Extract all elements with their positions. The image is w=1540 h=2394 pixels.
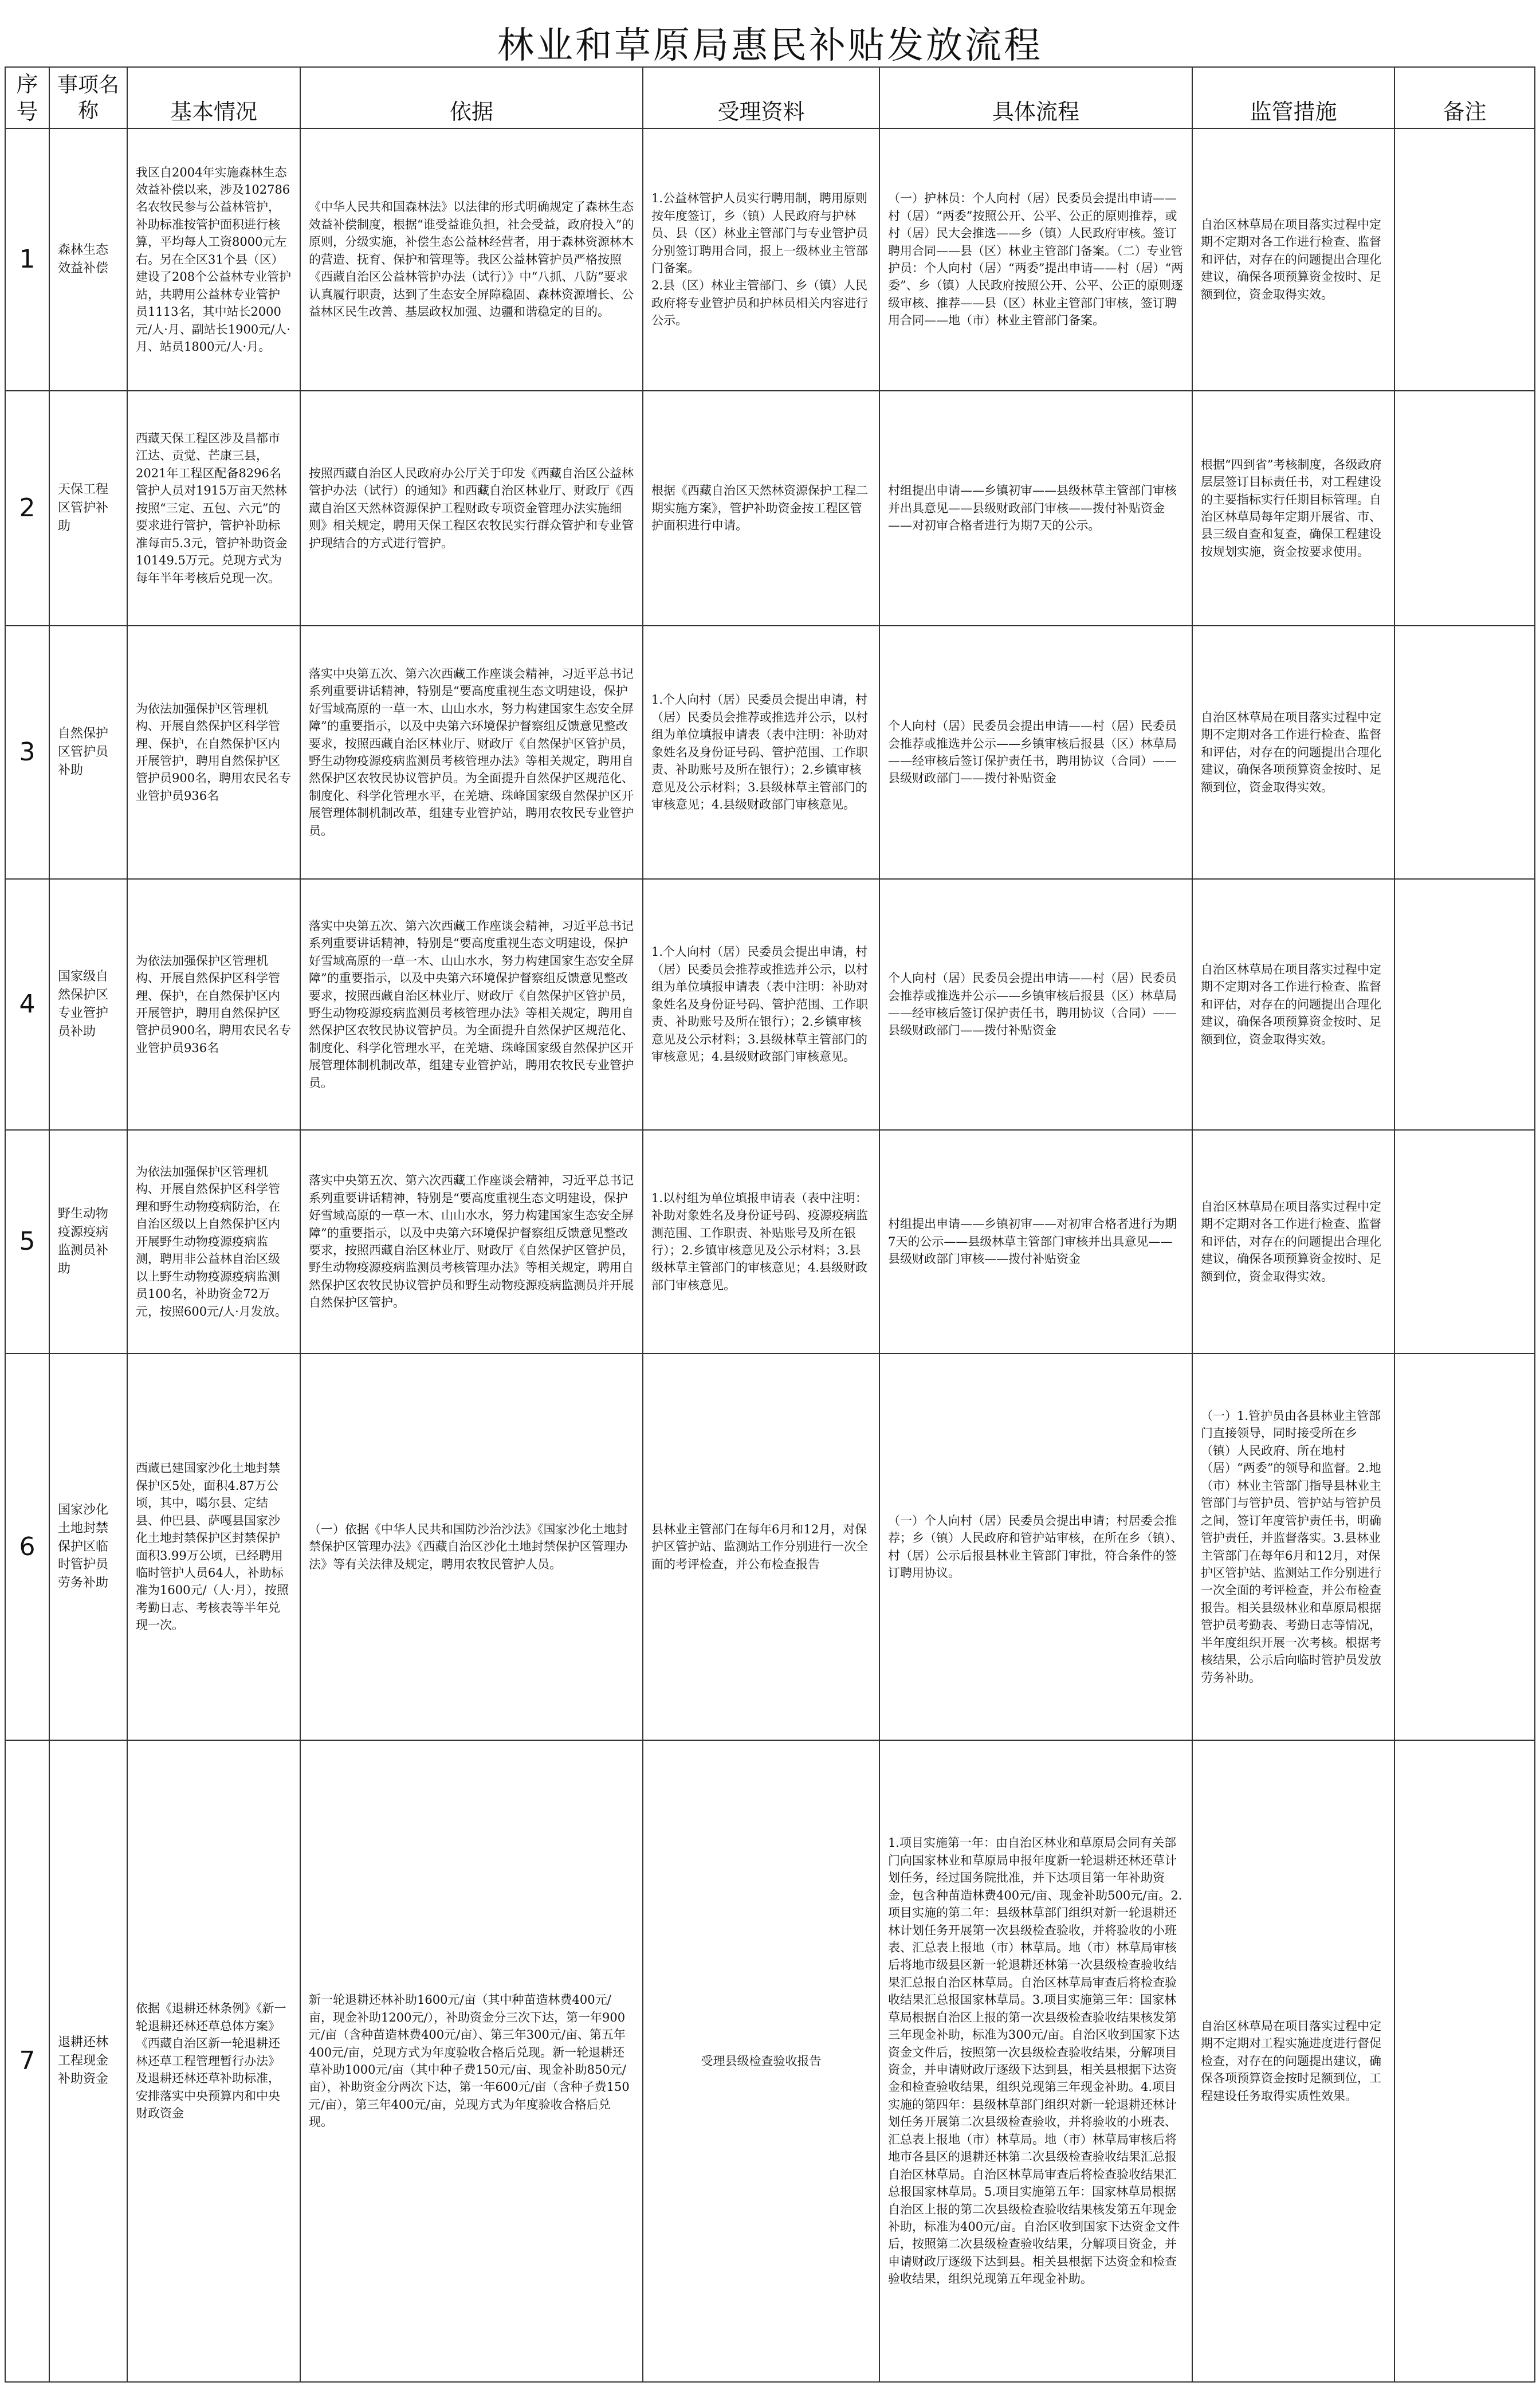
header-process: 具体流程 (879, 67, 1192, 128)
row-remarks (1394, 626, 1535, 879)
table-row (5, 1353, 1535, 1740)
row-basis: 新一轮退耕还林补助1600元/亩（其中种苗造林费400元/亩，现金补助1200元/），补助资金分三次下达，第一年900元/亩（含种苗造林费400元/亩）、第三年300元/亩、第五年400元/亩，兑现方式为年度验收合格后兑现。新一轮退耕还草补助1000元/亩（其中种子费150元/亩、现金补助850元/亩），补助资金分两次下达，第一年600元/亩（含种子费150元/亩），第三年400元/亩，兑现方式为年度验收合格后兑现。 (300, 1740, 643, 2382)
row-basic: 为依法加强保护区管理机构、开展自然保护区科学管理和野生动物疫病防治，在自治区级以上自然保护区内开展野生动物疫源疫病监测，聘用非公益林自治区级以上野生动物疫源疫病监测员100名，补助资金72万元，按照600元/人·月发放。 (127, 1130, 300, 1353)
row-remarks (1394, 128, 1535, 391)
row-item-name: 天保工程区管护补助 (49, 391, 127, 626)
row-process: （一）个人向村（居）民委员会提出申请；村居委会推荐；乡（镇）人民政府和管护站审核，在所在乡（镇）、村（居）公示后报县林业主管部门审批，符合条件的签订聘用协议。 (879, 1353, 1192, 1740)
row-remarks (1394, 1353, 1535, 1740)
row-basis: 落实中央第五次、第六次西藏工作座谈会精神，习近平总书记系列重要讲话精神，特别是“要高度重视生态文明建设，保护好雪域高原的一草一木、山山水水，努力构建国家生态安全屏障”的重要指示，以及中央第六环境保护督察组反馈意见整改要求，按照西藏自治区林业厅、财政厅《自然保护区管护员，野生动物疫源疫病监测员考核管理办法》等相关规定，聘用自然保护区农牧民协议管护员。为全面提升自然保护区规范化、制度化、科学化管理水平，在羌塘、珠峰国家级自然保护区开展管理体制机制改革，组建专业管护站，聘用农牧民专业管护员。 (300, 879, 643, 1130)
row-basic: 为依法加强保护区管理机构、开展自然保护区科学管理、保护，在自然保护区内开展管护，聘用自然保护区管护员900名，聘用农民名专业管护员936名 (127, 626, 300, 879)
subsidy-table (5, 66, 1535, 2383)
row-seq: 7 (5, 1740, 49, 2382)
table-header-row (5, 67, 1535, 128)
table-row (5, 1740, 1535, 2382)
row-materials: 根据《西藏自治区天然林资源保护工程二期实施方案》，管护补助资金按工程区管护面积进行申请。 (643, 391, 879, 626)
row-process: 个人向村（居）民委员会提出申请——村（居）民委员会推荐或推选并公示——乡镇审核后报县（区）林草局——经审核后签订保护责任书，聘用协议（合同）——县级财政部门——拨付补贴资金 (879, 626, 1192, 879)
header-basis: 依据 (300, 67, 643, 128)
row-item-name: 自然保护区管护员补助 (49, 626, 127, 879)
row-basis: 按照西藏自治区人民政府办公厅关于印发《西藏自治区公益林管护办法（试行）的通知》和西藏自治区林业厅、财政厅《西藏自治区天然林资源保护工程财政专项资金管理办法实施细则》相关规定，聘用天保工程区农牧民实行群众管护和专业管护现结合的方式进行管护。 (300, 391, 643, 626)
row-seq: 2 (5, 391, 49, 626)
document-title: 林业和草原局惠民补贴发放流程 (497, 25, 1043, 67)
row-basic: 为依法加强保护区管理机构、开展自然保护区科学管理、保护，在自然保护区内开展管护，聘用自然保护区管护员900名，聘用农民名专业管护员936名 (127, 879, 300, 1130)
row-item-name: 退耕还林工程现金补助资金 (49, 1740, 127, 2382)
row-supervision: 自治区林草局在项目落实过程中定期不定期对各工作进行检查、监督和评估，对存在的问题提出合理化建议，确保各项预算资金按时、足额到位，资金取得实效。 (1192, 128, 1394, 391)
header-supervision: 监管措施 (1192, 67, 1394, 128)
row-supervision: 自治区林草局在项目落实过程中定期不定期对各工作进行检查、监督和评估，对存在的问题提出合理化建议，确保各项预算资金按时、足额到位，资金取得实效。 (1192, 626, 1394, 879)
header-item: 事项名称 (49, 67, 127, 128)
row-basic: 我区自2004年实施森林生态效益补偿以来，涉及102786名农牧民参与公益林管护，补助标准按管护面积进行核算，平均每人工资8000元左右。另在全区31个县（区）建设了208个公益林专业管护站，共聘用公益林专业管护员1113名，其中站长2000元/人·月、副站长1900元/人·月、站员1800元/人·月。 (127, 128, 300, 391)
row-process: 1.项目实施第一年：由自治区林业和草原局会同有关部门向国家林业和草原局申报年度新一轮退耕还林还草计划任务，经过国务院批准，并下达项目第一年补助资金，包含种苗造林费400元/亩、现金补助500元/亩。2.项目实施的第二年：县级林草部门组织对新一轮退耕还林计划任务开展第一次县级检查验收，并将验收的小班表、汇总表上报地（市）林草局。地（市）林草局审核后将地市级县区新一轮退耕还林第一次县级检查验收结果汇总报自治区林草局。自治区林草局审查后将检查验收结果汇总报国家林草局。3.项目实施第三年：国家林草局根据自治区上报的第一次县级检查验收结果核发第三年现金补助，标准为300元/亩。自治区收到国家下达资金文件后，按照第一次县级检查验收结果，分解项目资金，并申请财政厅逐级下达到县，相关县根据下达资金和检查验收结果，组织兑现第三年现金补助。4.项目实施的第四年：县级林草部门组织对新一轮退耕还林计划任务开展第二次县级检查验收，并将验收的小班表、汇总表上报地（市）林草局。地（市）林草局审核后将地市各县区的退耕还林第二次县级检查验收结果汇总报自治区林草局。自治区林草局审查后将检查验收结果汇总报国家林草局。5.项目实施第五年：国家林草局根据自治区上报的第二次县级检查验收结果核发第五年现金补助，标准为400元/亩。自治区收到国家下达资金文件后，按照第二次县级检查验收结果，分解项目资金，并申请财政厅逐级下达到县。相关县根据下达资金和检查验收结果，组织兑现第五年现金补助。 (879, 1740, 1192, 2382)
row-supervision: 自治区林草局在项目落实过程中定期不定期对各工作进行检查、监督和评估，对存在的问题提出合理化建议，确保各项预算资金按时、足额到位，资金取得实效。 (1192, 879, 1394, 1130)
row-item-name: 野生动物疫源疫病监测员补助 (49, 1130, 127, 1353)
row-basis: 落实中央第五次、第六次西藏工作座谈会精神，习近平总书记系列重要讲话精神，特别是“要高度重视生态文明建设，保护好雪域高原的一草一木、山山水水，努力构建国家生态安全屏障”的重要指示，以及中央第六环境保护督察组反馈意见整改要求，按照西藏自治区林业厅、财政厅《自然保护区管护员，野生动物疫源疫病监测员考核管理办法》等相关规定，聘用自然保护区农牧民协议管护员。为全面提升自然保护区规范化、制度化、科学化管理水平，在羌塘、珠峰国家级自然保护区开展管理体制机制改革，组建专业管护站，聘用农牧民专业管护员。 (300, 626, 643, 879)
row-remarks (1394, 1130, 1535, 1353)
row-seq: 3 (5, 626, 49, 879)
row-supervision: 自治区林草局在项目落实过程中定期不定期对各工作进行检查、监督和评估，对存在的问题提出合理化建议，确保各项预算资金按时、足额到位，资金取得实效。 (1192, 1130, 1394, 1353)
row-seq: 5 (5, 1130, 49, 1353)
row-seq: 1 (5, 128, 49, 391)
row-process: 个人向村（居）民委员会提出申请——村（居）民委员会推荐或推选并公示——乡镇审核后报县（区）林草局——经审核后签订保护责任书，聘用协议（合同）——县级财政部门——拨付补贴资金 (879, 879, 1192, 1130)
row-materials: 1.公益林管护人员实行聘用制，聘用原则按年度签订，乡（镇）人民政府与护林员、县（区）林业主管部门与专业管护员分别签订聘用合同，报上一级林业主管部门备案。 2.县（区）林业主管部门、乡（镇）人民政府将专业管护员和护林员相关内容进行公示。 (643, 128, 879, 391)
table-row (5, 1130, 1535, 1353)
row-process: （一）护林员：个人向村（居）民委员会提出申请——村（居）“两委”按照公开、公平、公正的原则推荐，或村（居）民大会推选——乡（镇）人民政府审核。签订聘用合同——县（区）林业主管部门备案。（二）专业管护员：个人向村（居）“两委”提出申请——村（居）“两委”、乡（镇）人民政府按照公开、公平、公正的原则逐级审核、推荐——县（区）林业主管部门审核，签订聘用合同——地（市）林业主管部门备案。 (879, 128, 1192, 391)
row-item-name: 国家级自然保护区专业管护员补助 (49, 879, 127, 1130)
row-seq: 6 (5, 1353, 49, 1740)
row-supervision: 根据“四到省”考核制度，各级政府层层签订目标责任书，对工程建设的主要指标实行任期目标管理。自治区林草局每年定期开展省、市、县三级自查和复查，确保工程建设按规划实施，资金按要求使用。 (1192, 391, 1394, 626)
table-row (5, 626, 1535, 879)
table-row (5, 879, 1535, 1130)
row-basis: （一）依据《中华人民共和国防沙治沙法》《国家沙化土地封禁保护区管理办法》《西藏自治区沙化土地封禁保护区管理办法》等有关法律及规定，聘用农牧民管护人员。 (300, 1353, 643, 1740)
row-materials: 1.以村组为单位填报申请表（表中注明：补助对象姓名及身份证号码、疫源疫病监测范围、工作职责、补贴账号及所在银行）；2.乡镇审核意见及公示材料；3.县级林草主管部门的审核意见；4.县级财政部门审核意见。 (643, 1130, 879, 1353)
row-basis: 《中华人民共和国森林法》以法律的形式明确规定了森林生态效益补偿制度，根据“谁受益谁负担，社会受益，政府投入”的原则，分级实施，补偿生态公益林经营者，用于森林资源林木的营造、抚育、保护和管理等。我区公益林管护员严格按照《西藏自治区公益林管护办法（试行）》中“八抓、八防”要求认真履行职责，达到了生态安全屏障稳固、森林资源增长、公益林区民生改善、基层政权加强、边疆和谐稳定的目的。 (300, 128, 643, 391)
row-process: 村组提出申请——乡镇初审——县级林草主管部门审核并出具意见——县级财政部门审核——拨付补贴资金——对初审合格者进行为期7天的公示。 (879, 391, 1192, 626)
table-row (5, 391, 1535, 626)
row-basis: 落实中央第五次、第六次西藏工作座谈会精神，习近平总书记系列重要讲话精神，特别是“要高度重视生态文明建设，保护好雪域高原的一草一木、山山水水，努力构建国家生态安全屏障”的重要指示，以及中央第六环境保护督察组反馈意见整改要求，按照西藏自治区林业厅、财政厅《自然保护区管护员，野生动物疫源疫病监测员考核管理办法》等相关规定，聘用自然保护区农牧民协议管护员和野生动物疫源疫病监测员并开展自然保护区管护。 (300, 1130, 643, 1353)
row-materials: 1.个人向村（居）民委员会提出申请，村（居）民委员会推荐或推选并公示，以村组为单位填报申请表（表中注明：补助对象姓名及身份证号码、管护范围、工作职责、补助账号及所在银行）；2.乡镇审核意见及公示材料；3.县级林草主管部门的审核意见；4.县级财政部门审核意见。 (643, 879, 879, 1130)
row-basic: 西藏已建国家沙化土地封禁保护区5处，面积4.87万公顷，其中，噶尔县、定结县、仲巴县、萨嘎县国家沙化土地封禁保护区封禁保护面积3.99万公顷，已经聘用临时管护人员64人，补助标准为1600元/（人·月），按照考勤日志、考核表等半年兑现一次。 (127, 1353, 300, 1740)
header-seq: 序号 (5, 67, 49, 128)
row-materials: 县林业主管部门在每年6月和12月，对保护区管护站、监测站工作分别进行一次全面的考评检查，并公布检查报告 (643, 1353, 879, 1740)
row-process: 村组提出申请——乡镇初审——对初审合格者进行为期7天的公示——县级林草主管部门审核并出具意见——县级财政部门审核——拨付补贴资金 (879, 1130, 1192, 1353)
row-seq: 4 (5, 879, 49, 1130)
row-item-name: 国家沙化土地封禁保护区临时管护员劳务补助 (49, 1353, 127, 1740)
row-basic: 西藏天保工程区涉及昌都市江达、贡觉、芒康三县，2021年工程区配备8296名管护人员对1915万亩天然林按照“三定、五包、六元”的要求进行管护，管护补助标准每亩5.3元，管护补助资金10149.5万元。兑现方式为每年半年考核后兑现一次。 (127, 391, 300, 626)
row-remarks (1394, 1740, 1535, 2382)
row-materials: 受理县级检查验收报告 (643, 1740, 879, 2382)
row-item-name: 森林生态效益补偿 (49, 128, 127, 391)
row-remarks (1394, 879, 1535, 1130)
header-materials: 受理资料 (643, 67, 879, 128)
row-supervision: （一）1.管护员由各县林业主管部门直接领导，同时接受所在乡（镇）人民政府、所在地村（居）“两委”的领导和监督。2.地（市）林业主管部门指导县林业主管部门与管护员、管护站与管护员之间，签订年度管护责任书，明确管护责任，并监督落实。3.县林业主管部门在每年6月和12月，对保护区管护站、监测站工作分别进行一次全面的考评检查，并公布检查报告。相关县级林业和草原局根据管护员考勤表、考勤日志等情况，半年度组织开展一次考核。根据考核结果，公示后向临时管护员发放劳务补助。 (1192, 1353, 1394, 1740)
row-materials: 1.个人向村（居）民委员会提出申请，村（居）民委员会推荐或推选并公示，以村组为单位填报申请表（表中注明：补助对象姓名及身份证号码、管护范围、工作职责、补助账号及所在银行）；2.乡镇审核意见及公示材料；3.县级林草主管部门的审核意见；4.县级财政部门审核意见。 (643, 626, 879, 879)
header-basic: 基本情况 (127, 67, 300, 128)
row-basic: 依据《退耕还林条例》《新一轮退耕还林还草总体方案》《西藏自治区新一轮退耕还林还草工程管理暂行办法》及退耕还林还草补助标准，安排落实中央预算内和中央财政资金 (127, 1740, 300, 2382)
header-remarks: 备注 (1394, 67, 1535, 128)
row-supervision: 自治区林草局在项目落实过程中定期不定期对工程实施进度进行督促检查，对存在的问题提出建议，确保各项预算资金按时足额到位，工程建设任务取得实质性效果。 (1192, 1740, 1394, 2382)
table-row (5, 128, 1535, 391)
row-remarks (1394, 391, 1535, 626)
